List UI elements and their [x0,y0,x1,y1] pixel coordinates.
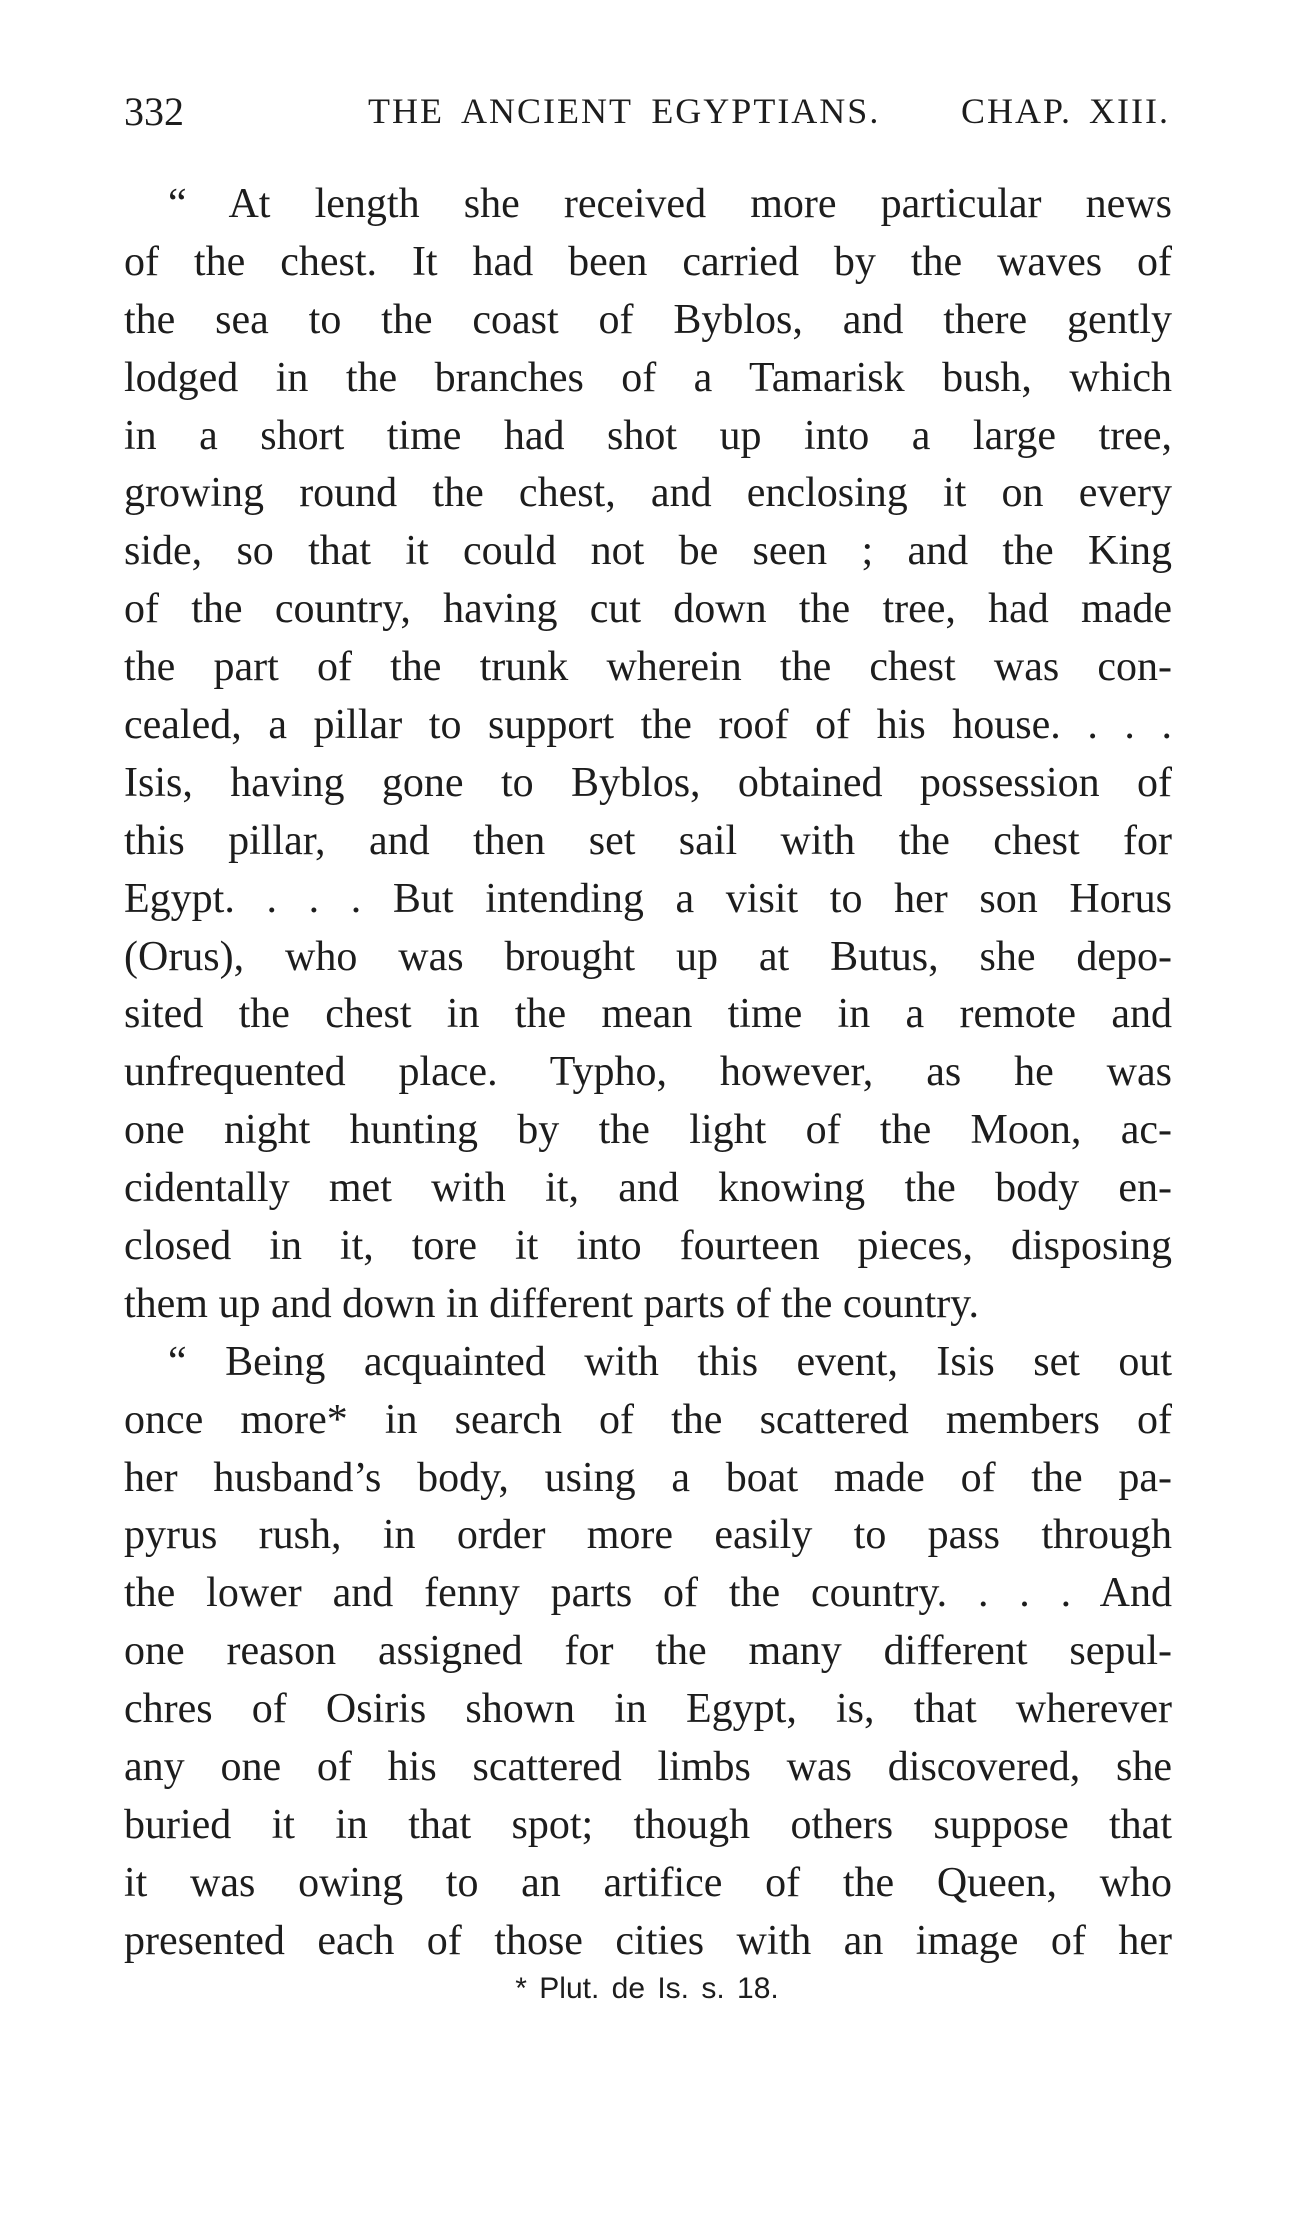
text-line: unfrequented place. Typho, however, as he was [124,1049,1172,1096]
text-line: one reason assigned for the many different sepul- [124,1628,1172,1675]
body-text [124,176,1172,1971]
text-line: them up and down in different parts of the country. [124,1280,979,1327]
text-line: in a short time had shot up into a large tree, [124,412,1172,459]
text-line: once more* in search of the scattered members of [124,1396,1172,1443]
text-line: one night hunting by the light of the Moon, ac- [124,1107,1172,1154]
text-line: the lower and fenny parts of the country. . . . And [124,1570,1172,1617]
text-line: cidentally met with it, and knowing the body en- [124,1165,1172,1212]
text-line: side, so that it could not be seen ; and the King [124,528,1172,575]
text-line: any one of his scattered limbs was discovered, she [124,1744,1172,1791]
page-number: 332 [124,89,184,134]
running-title: THE ANCIENT EGYPTIANS. [368,91,881,131]
text-line: Egypt. . . . But intending a visit to her son Horus [124,875,1172,922]
footnote: * Plut. de Is. s. 18. [515,1972,779,2005]
text-line: sited the chest in the mean time in a remote and [124,991,1172,1038]
text-line: chres of Osiris shown in Egypt, is, that wherever [124,1686,1172,1733]
chapter-reference: CHAP. XIII. [960,91,1170,131]
text-line: closed in it, tore it into fourteen pieces, disposing [124,1223,1172,1270]
text-line: of the country, having cut down the tree, had made [124,586,1172,633]
text-line: cealed, a pillar to support the roof of his house. . . . [124,702,1172,749]
text-line: the part of the trunk wherein the chest was con- [124,644,1172,691]
text-line: “ At length she received more particular news [168,181,1172,227]
paragraph [124,1334,1172,1971]
text-line: her husband’s body, using a boat made of the pa- [124,1454,1172,1501]
text-line: the sea to the coast of Byblos, and there gently [124,296,1172,343]
text-line: “ Being acquainted with this event, Isis set out [168,1338,1172,1385]
text-line: this pillar, and then set sail with the chest for [124,817,1172,864]
text-line: of the chest. It had been carried by the waves of [124,238,1172,285]
page-header [0,88,1294,140]
text-line: buried it in that spot; though others suppose that [124,1801,1172,1848]
text-line: Isis, having gone to Byblos, obtained possession of [124,759,1172,806]
text-line: presented each of those cities with an image of her [124,1917,1172,1964]
paragraph [124,176,1172,1334]
text-line: lodged in the branches of a Tamarisk bush, which [124,354,1172,401]
text-line: (Orus), who was brought up at Butus, she depo- [124,933,1172,980]
text-line: it was owing to an artifice of the Queen, who [124,1859,1172,1906]
text-line: growing round the chest, and enclosing it on every [124,470,1172,517]
text-line: pyrus rush, in order more easily to pass through [124,1512,1172,1559]
